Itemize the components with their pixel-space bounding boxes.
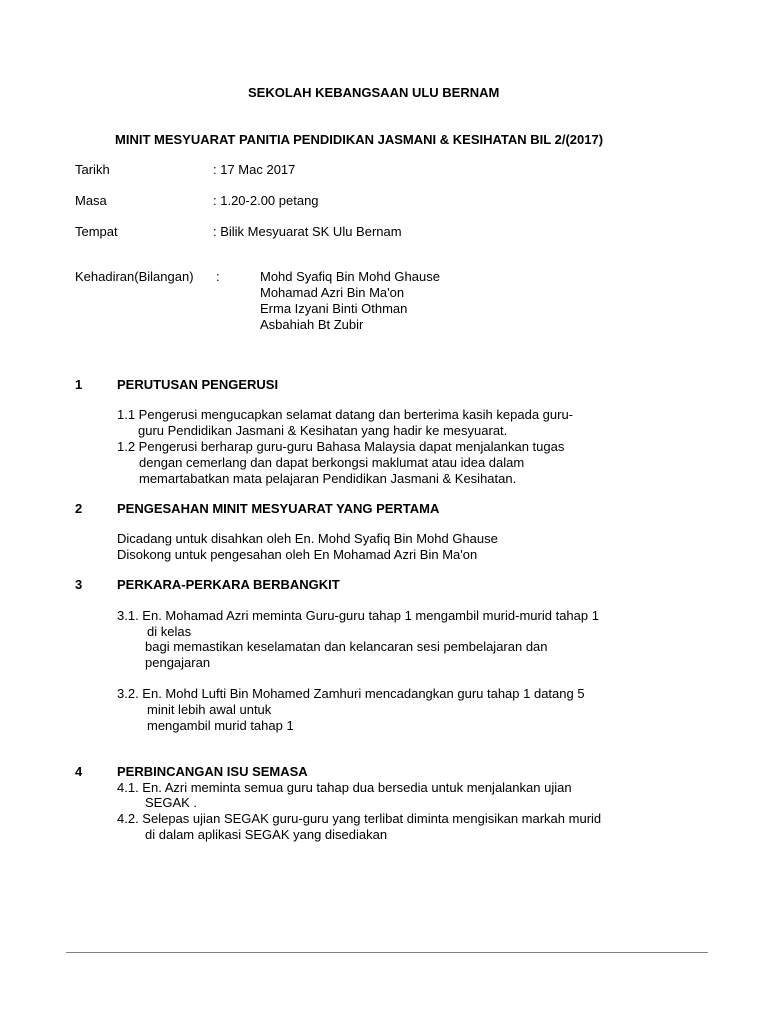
- section-line: 3.2. En. Mohd Lufti Bin Mohamed Zamhuri mencadangkan guru tahap 1 datang 5: [117, 686, 585, 701]
- section-line: 4.2. Selepas ujian SEGAK guru-guru yang terlibat diminta mengisikan markah murid: [117, 811, 602, 826]
- section-line: pengajaran: [145, 655, 211, 670]
- section-line: memartabatkan mata pelajaran Pendidikan Jasmani & Kesihatan.: [139, 471, 517, 486]
- attendee-name: Mohamad Azri Bin Ma'on: [260, 285, 405, 300]
- section-line: SEGAK .: [145, 795, 198, 810]
- section-line: bagi memastikan keselamatan dan kelancaran sesi pembelajaran dan: [145, 639, 548, 654]
- section-line: Disokong untuk pengesahan oleh En Mohamad Azri Bin Ma'on: [117, 547, 478, 562]
- minutes-title: MINIT MESYUARAT PANITIA PENDIDIKAN JASMANI & KESIHATAN BIL 2/(2017): [115, 132, 604, 147]
- section-line: Dicadang untuk disahkan oleh En. Mohd Syafiq Bin Mohd Ghause: [117, 531, 498, 546]
- section-heading: PERUTUSAN PENGERUSI: [117, 377, 279, 392]
- attendance-label: Kehadiran(Bilangan): [75, 269, 194, 284]
- section-heading: PERKARA-PERKARA BERBANGKIT: [117, 577, 340, 592]
- meta-label-date: Tarikh: [75, 162, 110, 177]
- attendance-colon: :: [216, 269, 220, 284]
- section-line: 4.1. En. Azri meminta semua guru tahap dua bersedia untuk menjalankan ujian: [117, 780, 572, 795]
- section-heading: PENGESAHAN MINIT MESYUARAT YANG PERTAMA: [117, 501, 440, 516]
- section-number: 2: [75, 501, 83, 516]
- section-line: guru Pendidikan Jasmani & Kesihatan yang hadir ke mesyuarat.: [138, 423, 508, 438]
- meta-value-date: : 17 Mac 2017: [213, 162, 296, 177]
- section-line: 3.1. En. Mohamad Azri meminta Guru-guru tahap 1 mengambil murid-murid tahap 1: [117, 608, 599, 623]
- section-line: 1.2 Pengerusi berharap guru-guru Bahasa Malaysia dapat menjalankan tugas: [117, 439, 565, 454]
- meta-label-place: Tempat: [75, 224, 118, 239]
- school-name: SEKOLAH KEBANGSAAN ULU BERNAM: [248, 85, 500, 100]
- attendee-name: Mohd Syafiq Bin Mohd Ghause: [260, 269, 440, 284]
- section-line: minit lebih awal untuk: [147, 702, 272, 717]
- meta-label-time: Masa: [75, 193, 107, 208]
- section-number: 1: [75, 377, 83, 392]
- meta-value-place: : Bilik Mesyuarat SK Ulu Bernam: [213, 224, 402, 239]
- section-line: 1.1 Pengerusi mengucapkan selamat datang dan berterima kasih kepada guru-: [117, 407, 574, 422]
- section-line: di kelas: [147, 624, 192, 639]
- attendee-name: Asbahiah Bt Zubir: [260, 317, 364, 332]
- meta-value-time: : 1.20-2.00 petang: [213, 193, 319, 208]
- section-number: 4: [75, 764, 83, 779]
- page-footer-divider: [66, 952, 708, 953]
- section-line: di dalam aplikasi SEGAK yang disediakan: [145, 827, 388, 842]
- section-line: dengan cemerlang dan dapat berkongsi maklumat atau idea dalam: [139, 455, 525, 470]
- section-number: 3: [75, 577, 83, 592]
- attendee-name: Erma Izyani Binti Othman: [260, 301, 408, 316]
- section-heading: PERBINCANGAN ISU SEMASA: [117, 764, 308, 779]
- section-line: mengambil murid tahap 1: [147, 718, 294, 733]
